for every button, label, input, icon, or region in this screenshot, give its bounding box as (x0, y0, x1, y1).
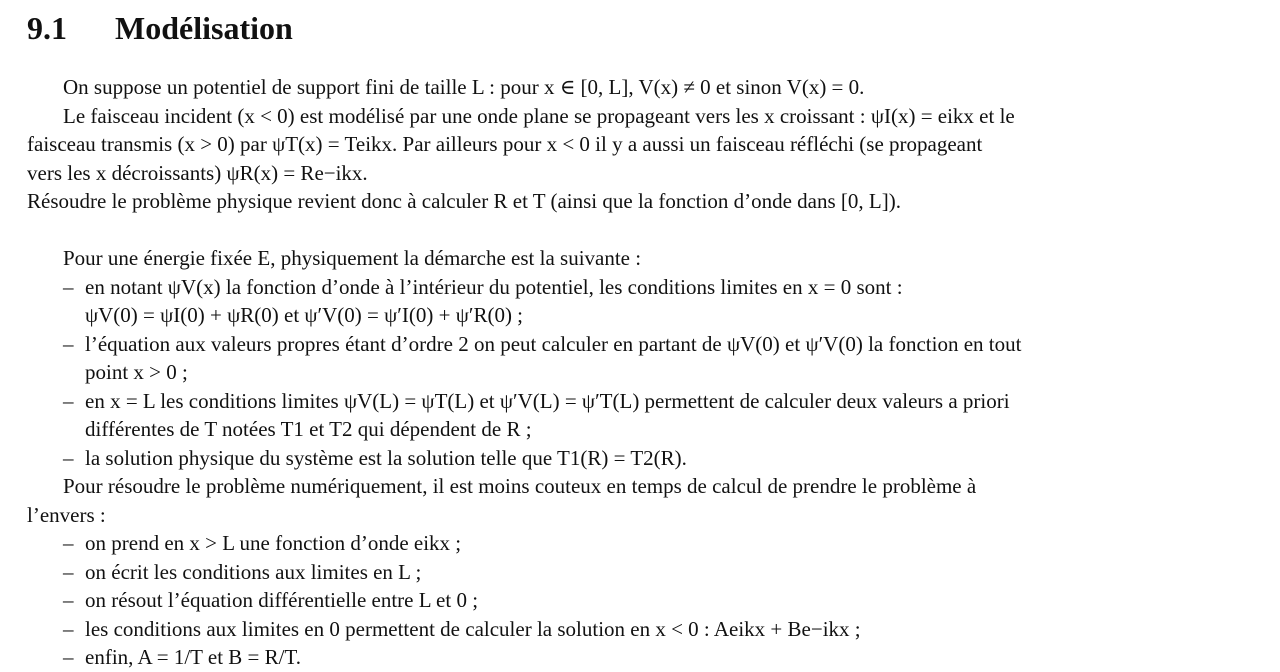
list-marker: – (63, 559, 74, 584)
list-marker: – (63, 274, 74, 299)
list-marker: – (63, 331, 74, 356)
list-item-text: on prend en x > L une fonction d’onde eikx ; (85, 531, 462, 555)
physical-steps-list (27, 273, 1232, 473)
list-marker: – (63, 388, 74, 413)
section-body (27, 73, 1232, 672)
list-item (27, 529, 1232, 558)
paragraph-beams-line-3: vers les x décroissants) ψR(x) = Re−ikx. (27, 160, 368, 185)
paragraph-beams-line-2: faisceau transmis (x > 0) par ψT(x) = Teikx. Par ailleurs pour x < 0 il y a aussi un faisceau réfléchi (se propageant (27, 132, 983, 156)
paragraph-numerical-line-2: l’envers : (27, 502, 106, 527)
list-marker: – (63, 588, 74, 612)
paragraph-numerical-line-1: Pour résoudre le problème numériquement, il est moins couteux en temps de calcul de prendre le problème à (63, 474, 977, 498)
list-item-line-1: la solution physique du système est la solution telle que T1(R) = T2(R). (85, 445, 687, 470)
list-item (27, 330, 1232, 387)
list-item (27, 444, 1232, 473)
list-marker: – (63, 445, 74, 470)
list-item (27, 615, 1232, 644)
list-item-text: enfin, A = 1/T et B = R/T. (85, 645, 301, 669)
list-item-line-2: point x > 0 ; (85, 360, 188, 384)
list-item-text: on résout l’équation différentielle entre L et 0 ; (85, 588, 479, 612)
list-item-line-1: en x = L les conditions limites ψV(L) = ψT(L) et ψ′V(L) = ψ′T(L) permettent de calculer deux valeurs a priori (85, 388, 1010, 413)
list-item-text: les conditions aux limites en 0 permettent de calculer la solution en x < 0 : Aeikx + Be−ikx ; (85, 616, 861, 641)
paragraph-beams (27, 102, 1232, 188)
paragraph-support: On suppose un potentiel de support fini de taille L : pour x ∈ [0, L], V(x) ≠ 0 et sinon V(x) = 0. (63, 75, 865, 99)
paragraph-beams-line-1: Le faisceau incident (x < 0) est modélisé par une onde plane se propageant vers les x croissant : ψI(x) = eikx et le (63, 103, 1015, 128)
list-item (27, 643, 1232, 672)
list-marker: – (63, 645, 74, 669)
list-item-line-1: en notant ψV(x) la fonction d’onde à l’intérieur du potentiel, les conditions limites en x = 0 sont : (85, 274, 903, 299)
list-marker: – (63, 616, 74, 641)
section-heading (27, 6, 293, 50)
numerical-steps-list (27, 529, 1232, 672)
list-item-text: on écrit les conditions aux limites en L ; (85, 559, 422, 584)
list-item (27, 387, 1232, 444)
list-item-line-2: différentes de T notées T1 et T2 qui dépendent de R ; (85, 417, 532, 441)
list-item (27, 558, 1232, 587)
list-item-line-1: l’équation aux valeurs propres étant d’ordre 2 on peut calculer en partant de ψV(0) et ψ′V(0) la fonction en tout (85, 331, 1022, 356)
list-item (27, 586, 1232, 615)
section-number: 9.1 (27, 10, 67, 46)
paragraph-gap (27, 216, 1232, 245)
paragraph-numerical (27, 472, 1232, 529)
list-marker: – (63, 531, 74, 555)
paragraph-energy: Pour une énergie fixée E, physiquement la démarche est la suivante : (63, 246, 642, 270)
section-title: Modélisation (115, 10, 293, 46)
list-item (27, 273, 1232, 330)
paragraph-problem: Résoudre le problème physique revient donc à calculer R et T (ainsi que la fonction d’onde dans [0, L]). (27, 189, 901, 213)
list-item-line-2: ψV(0) = ψI(0) + ψR(0) et ψ′V(0) = ψ′I(0) + ψ′R(0) ; (85, 303, 524, 327)
